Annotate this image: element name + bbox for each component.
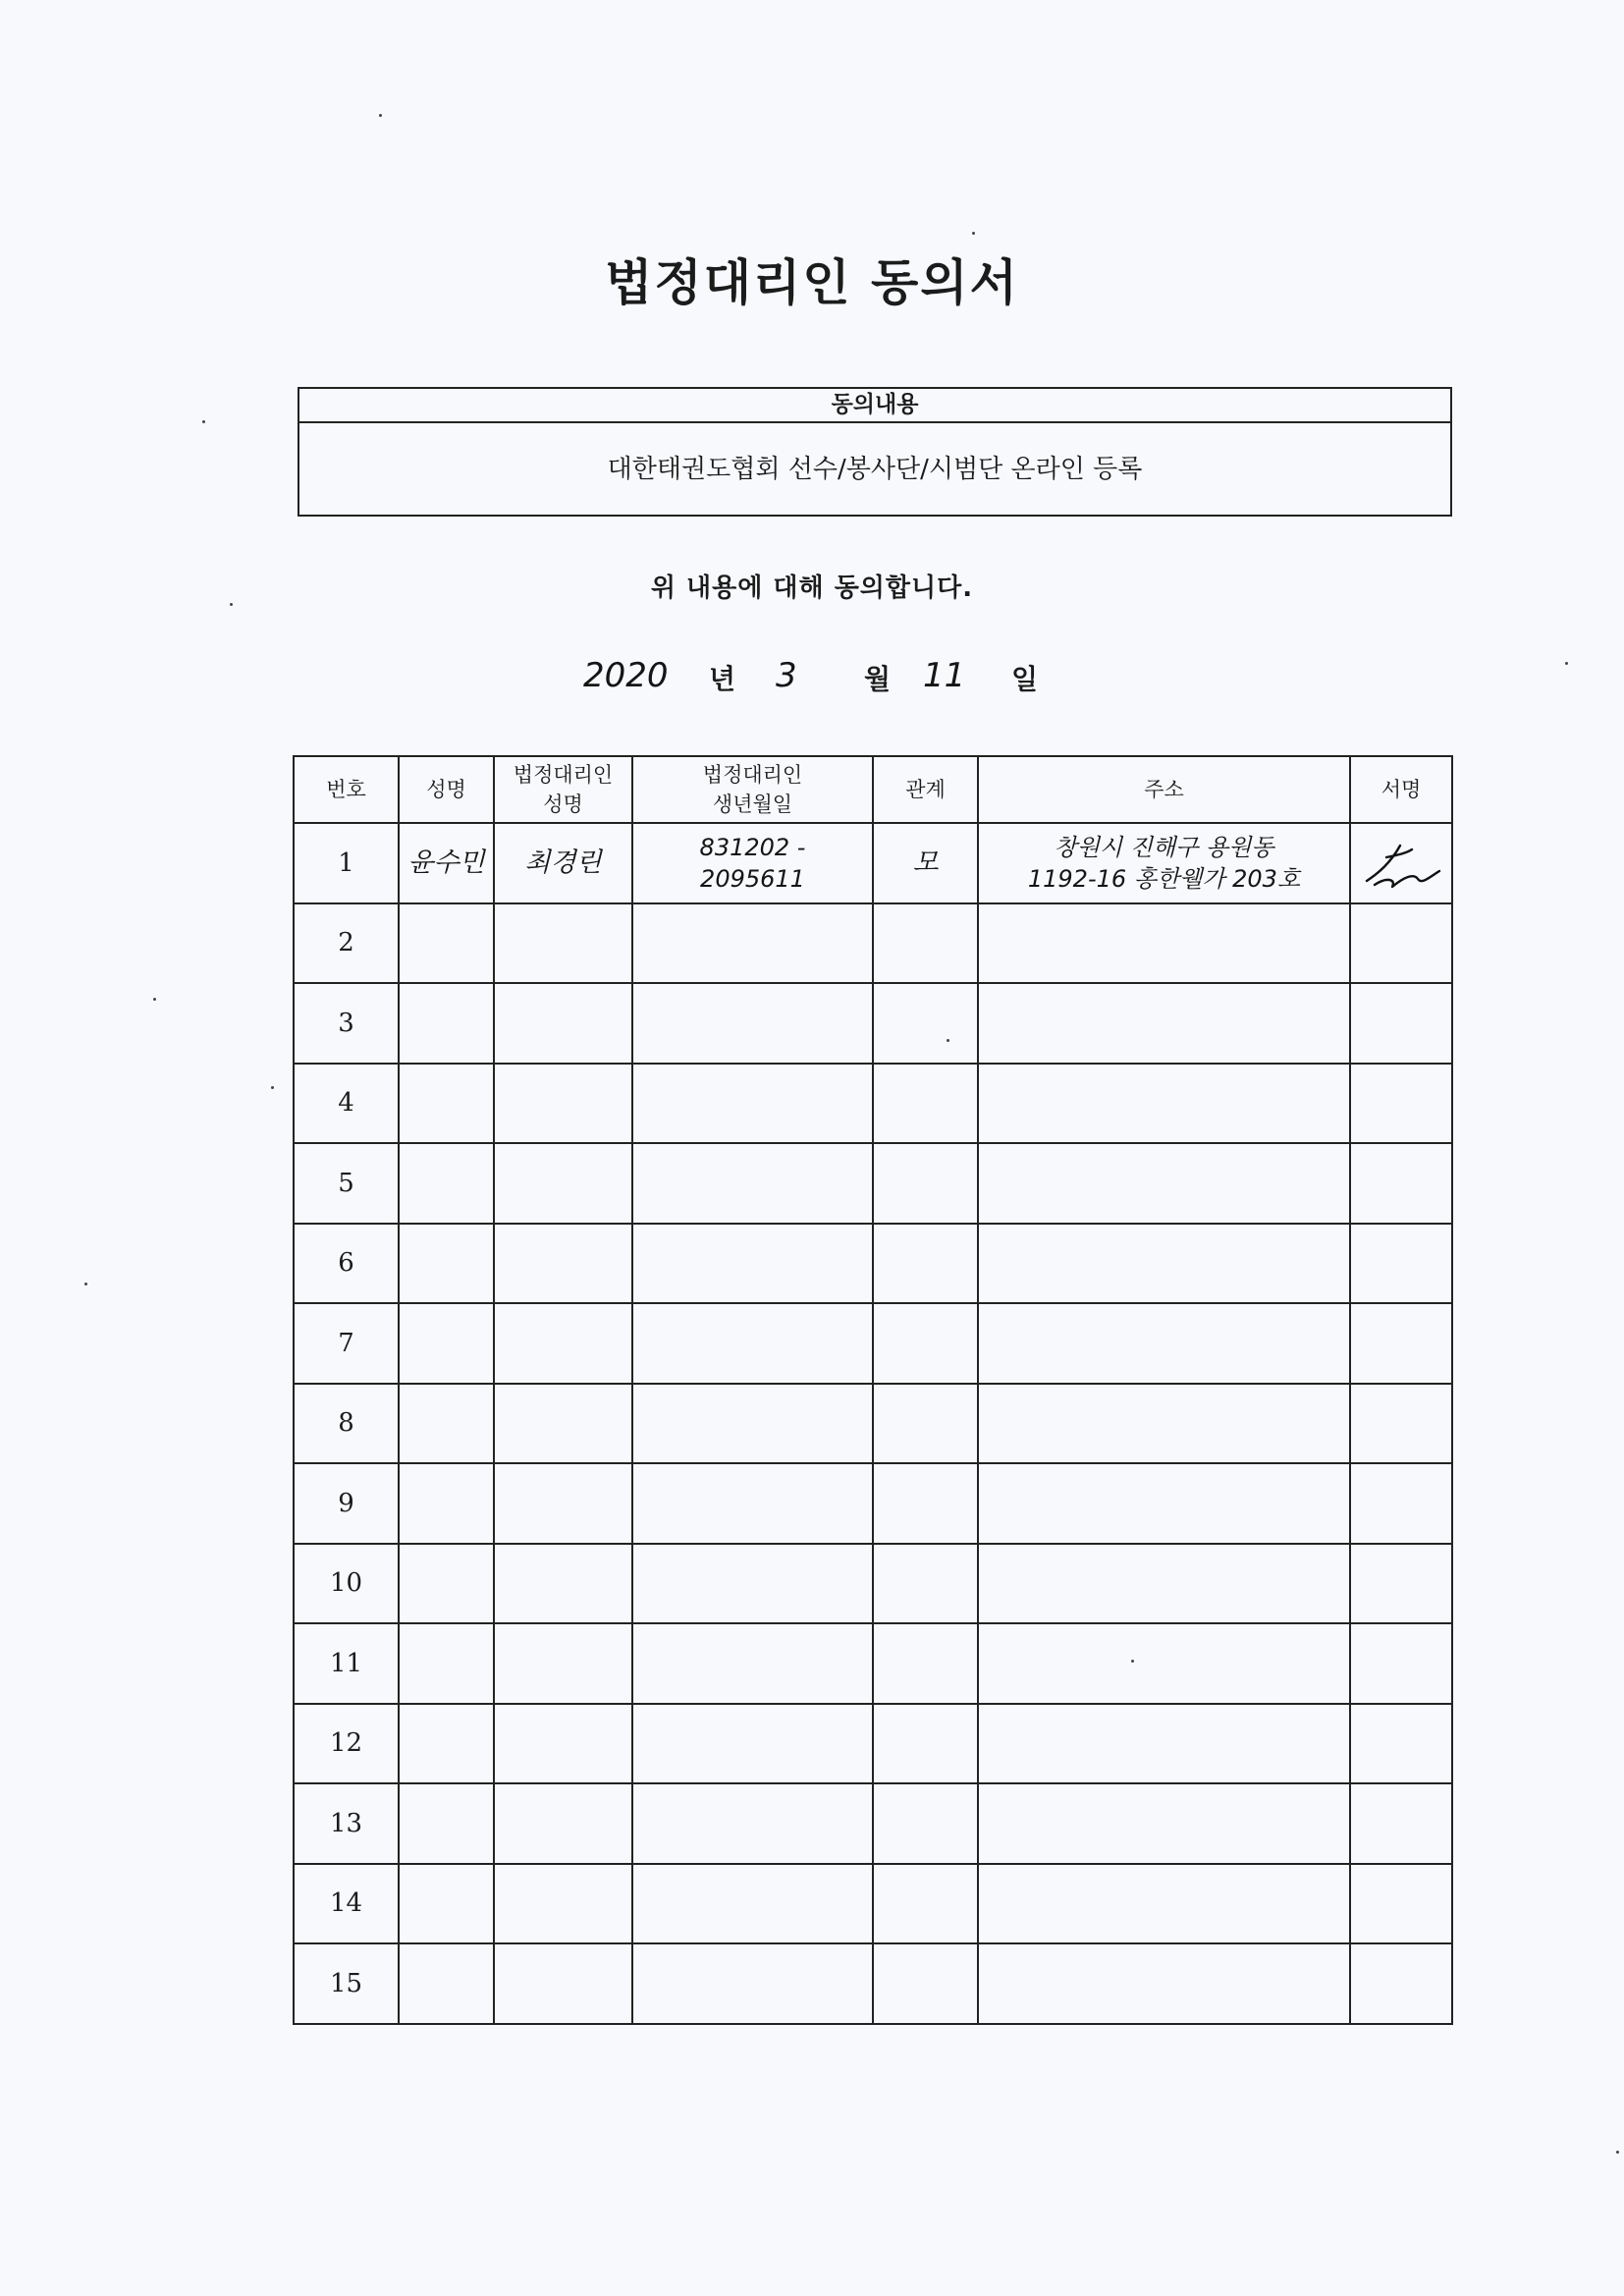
- date-day-handwritten: 11: [923, 656, 966, 695]
- header-number: 번호: [294, 756, 399, 823]
- cell-signature: [1350, 1544, 1452, 1624]
- consent-content: 대한태권도협회 선수/봉사단/시범단 온라인 등록: [607, 455, 1143, 484]
- table-row: [294, 1463, 1452, 1544]
- date-month-label: 월: [864, 663, 892, 695]
- cell-relation: [873, 1943, 978, 2024]
- cell-signature: [1350, 1064, 1452, 1144]
- table-row: [294, 1143, 1452, 1224]
- cell-signature: [1350, 1943, 1452, 2024]
- cell-guardian-name: [494, 1623, 632, 1704]
- cell-guardian-name: [494, 1384, 632, 1464]
- cell-guardian-birth: [632, 983, 873, 1064]
- cell-signature: [1350, 1303, 1452, 1384]
- row-number: 7: [294, 1303, 399, 1384]
- cell-name: [399, 1064, 494, 1144]
- cell-guardian-birth: [632, 823, 873, 903]
- cell-name: [399, 1783, 494, 1864]
- row-number: 3: [294, 983, 399, 1064]
- cell-address: [978, 1224, 1350, 1304]
- cell-guardian-birth: [632, 1143, 873, 1224]
- cell-name: [399, 1544, 494, 1624]
- name-handwritten: 윤수민: [407, 847, 485, 878]
- cell-guardian-name: [494, 1064, 632, 1144]
- cell-relation: [873, 1143, 978, 1224]
- table-row: [294, 1224, 1452, 1304]
- cell-address: [978, 1463, 1350, 1544]
- cell-relation: [873, 823, 978, 903]
- cell-relation: [873, 1783, 978, 1864]
- cell-signature: [1350, 823, 1452, 903]
- cell-address: [978, 823, 1350, 903]
- scan-speck: [1616, 2151, 1619, 2154]
- cell-signature: [1350, 903, 1452, 984]
- cell-guardian-birth: [632, 1384, 873, 1464]
- scan-speck: [1131, 1660, 1134, 1663]
- scan-speck: [947, 1039, 949, 1042]
- cell-guardian-name: [494, 1303, 632, 1384]
- scan-speck: [202, 420, 205, 423]
- row-number: 5: [294, 1143, 399, 1224]
- cell-relation: [873, 1384, 978, 1464]
- table-row: [294, 1544, 1452, 1624]
- address-line1: 창원시 진해구 용원동: [1054, 833, 1274, 861]
- scan-speck: [271, 1086, 274, 1089]
- cell-relation: [873, 1064, 978, 1144]
- cell-name: [399, 1943, 494, 2024]
- cell-relation: [873, 1463, 978, 1544]
- cell-guardian-birth: [632, 1303, 873, 1384]
- header-relation: 관계: [873, 756, 978, 823]
- table-row: [294, 823, 1452, 903]
- row-number: 15: [294, 1943, 399, 2024]
- scan-speck: [153, 998, 156, 1001]
- cell-address: [978, 1384, 1350, 1464]
- consent-box: [298, 387, 1452, 517]
- handwritten-signature: [1357, 834, 1445, 893]
- table-row: [294, 1303, 1452, 1384]
- scan-speck: [230, 603, 233, 606]
- row-number: 13: [294, 1783, 399, 1864]
- date-year-handwritten: 2020: [583, 656, 669, 695]
- header-guardian-name-line1: 법정대리인: [513, 763, 614, 787]
- cell-guardian-birth: [632, 1783, 873, 1864]
- row-number: 9: [294, 1463, 399, 1544]
- cell-guardian-name: [494, 1224, 632, 1304]
- address-line2: 1192-16 홍한웰가 203호: [1027, 864, 1301, 893]
- document-title: 법정대리인 동의서: [605, 254, 1019, 311]
- cell-address: [978, 1064, 1350, 1144]
- cell-guardian-name: [494, 1544, 632, 1624]
- cell-address: [978, 1864, 1350, 1944]
- cell-address: [978, 983, 1350, 1064]
- cell-guardian-birth: [632, 1463, 873, 1544]
- date-year-label: 년: [709, 663, 736, 695]
- cell-guardian-birth: [632, 1864, 873, 1944]
- cell-signature: [1350, 1384, 1452, 1464]
- cell-name: [399, 1704, 494, 1784]
- table-row: [294, 1864, 1452, 1944]
- date-day-label: 일: [1011, 663, 1039, 695]
- cell-name: [399, 1224, 494, 1304]
- scan-speck: [379, 114, 382, 117]
- cell-name: [399, 903, 494, 984]
- cell-guardian-birth: [632, 903, 873, 984]
- cell-address: [978, 903, 1350, 984]
- consent-heading: 동의내용: [299, 389, 1450, 423]
- guardian-birth-line2: 2095611: [700, 864, 805, 893]
- cell-signature: [1350, 1623, 1452, 1704]
- cell-address: [978, 1943, 1350, 2024]
- header-guardian-birth-line2: 생년월일: [712, 793, 793, 816]
- cell-guardian-name: [494, 1864, 632, 1944]
- cell-address: [978, 1303, 1350, 1384]
- table-row: [294, 1064, 1452, 1144]
- row-number: 11: [294, 1623, 399, 1704]
- cell-relation: [873, 1704, 978, 1784]
- table-row: [294, 1384, 1452, 1464]
- row-number: 1: [294, 823, 399, 903]
- cell-relation: [873, 903, 978, 984]
- scan-speck: [972, 232, 975, 235]
- date-line: [0, 648, 1624, 707]
- cell-name: [399, 1623, 494, 1704]
- cell-guardian-name: [494, 983, 632, 1064]
- cell-guardian-name: [494, 903, 632, 984]
- cell-relation: [873, 983, 978, 1064]
- guardian-name-handwritten: 최경린: [524, 847, 602, 878]
- header-guardian-birth: [632, 756, 873, 823]
- cell-address: [978, 1783, 1350, 1864]
- table-row: [294, 983, 1452, 1064]
- cell-signature: [1350, 1224, 1452, 1304]
- cell-guardian-name: [494, 823, 632, 903]
- cell-relation: [873, 1623, 978, 1704]
- cell-signature: [1350, 983, 1452, 1064]
- cell-address: [978, 1143, 1350, 1224]
- cell-guardian-name: [494, 1943, 632, 2024]
- cell-guardian-birth: [632, 1544, 873, 1624]
- cell-signature: [1350, 1783, 1452, 1864]
- row-number: 12: [294, 1704, 399, 1784]
- header-name: 성명: [399, 756, 494, 823]
- cell-name: [399, 823, 494, 903]
- cell-address: [978, 1623, 1350, 1704]
- scan-speck: [1565, 662, 1568, 665]
- table-row: [294, 1623, 1452, 1704]
- row-number: 6: [294, 1224, 399, 1304]
- row-number: 8: [294, 1384, 399, 1464]
- cell-guardian-birth: [632, 1704, 873, 1784]
- cell-name: [399, 983, 494, 1064]
- cell-guardian-name: [494, 1783, 632, 1864]
- cell-signature: [1350, 1463, 1452, 1544]
- cell-name: [399, 1143, 494, 1224]
- table-row: [294, 1943, 1452, 2024]
- cell-address: [978, 1704, 1350, 1784]
- cell-name: [399, 1864, 494, 1944]
- table-row: [294, 1704, 1452, 1784]
- table-row: [294, 1783, 1452, 1864]
- row-number: 2: [294, 903, 399, 984]
- cell-name: [399, 1384, 494, 1464]
- cell-guardian-name: [494, 1143, 632, 1224]
- relation-handwritten: 모: [912, 847, 939, 878]
- cell-name: [399, 1303, 494, 1384]
- cell-guardian-birth: [632, 1224, 873, 1304]
- cell-relation: [873, 1864, 978, 1944]
- cell-signature: [1350, 1143, 1452, 1224]
- header-guardian-birth-line1: 법정대리인: [702, 763, 803, 787]
- guardian-roster-table: [293, 755, 1453, 2025]
- header-guardian-name: [494, 756, 632, 823]
- header-address: 주소: [978, 756, 1350, 823]
- row-number: 10: [294, 1544, 399, 1624]
- cell-signature: [1350, 1704, 1452, 1784]
- date-month-handwritten: 3: [776, 656, 797, 695]
- scan-speck: [84, 1283, 87, 1285]
- table-row: [294, 903, 1452, 984]
- cell-relation: [873, 1303, 978, 1384]
- cell-guardian-birth: [632, 1943, 873, 2024]
- row-number: 14: [294, 1864, 399, 1944]
- cell-guardian-birth: [632, 1064, 873, 1144]
- cell-name: [399, 1463, 494, 1544]
- cell-guardian-birth: [632, 1623, 873, 1704]
- cell-guardian-name: [494, 1463, 632, 1544]
- cell-relation: [873, 1224, 978, 1304]
- guardian-birth-line1: 831202 -: [699, 833, 806, 861]
- header-signature: 서명: [1350, 756, 1452, 823]
- cell-address: [978, 1544, 1350, 1624]
- header-guardian-name-line2: 성명: [543, 793, 583, 816]
- row-number: 4: [294, 1064, 399, 1144]
- agreement-statement: 위 내용에 대해 동의합니다.: [650, 574, 974, 603]
- cell-signature: [1350, 1864, 1452, 1944]
- cell-guardian-name: [494, 1704, 632, 1784]
- table-header-row: [294, 756, 1452, 823]
- cell-relation: [873, 1544, 978, 1624]
